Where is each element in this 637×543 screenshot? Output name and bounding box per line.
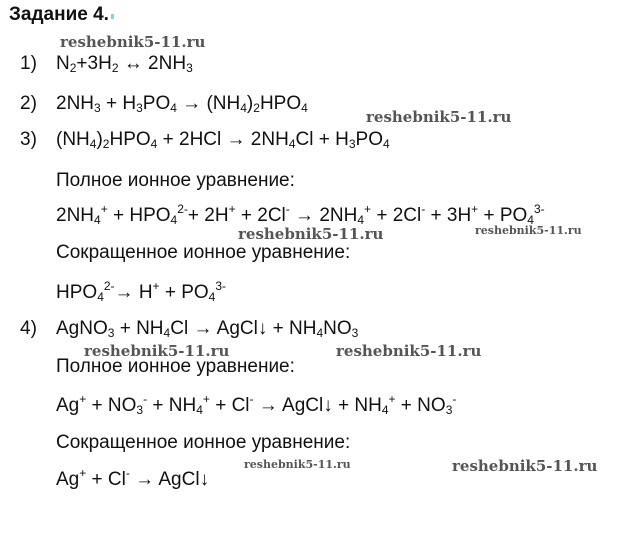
equation-sup: 2-	[103, 279, 115, 293]
equation-sub: 3	[351, 326, 359, 340]
equation-sub: 4	[163, 326, 171, 340]
equation-sup: 3-	[533, 202, 545, 216]
watermark: reshebnik5-11.ru	[366, 108, 512, 126]
equation-text: + NO	[395, 395, 446, 416]
equation-3-short-ionic	[56, 279, 227, 304]
equation-sub: 4	[196, 403, 203, 417]
equation-sub: 4	[89, 137, 97, 151]
equation-sup: 3-	[215, 279, 227, 293]
equation-text: Ag	[56, 395, 80, 416]
equation-4-short-ionic	[56, 466, 210, 490]
equation-sup: +	[364, 202, 372, 216]
equation-sup: +	[79, 466, 87, 480]
equation-sub: 4	[94, 213, 101, 227]
equation-sub: 2	[111, 61, 119, 75]
equation-sub: 4	[316, 326, 324, 340]
equation-sup: +	[202, 392, 210, 406]
equation-text: + 2Cl	[235, 205, 286, 226]
watermark: reshebnik5-11.ru	[336, 342, 482, 360]
equation-3	[56, 130, 390, 149]
equation-sup: +	[471, 202, 479, 216]
equation-text: PO	[355, 129, 383, 150]
equation-sub: 4	[288, 137, 296, 151]
short-ionic-label-4: Сокращенное ионное уравнение:	[56, 432, 351, 453]
watermark: reshebnik5-11.ru	[238, 225, 384, 243]
equation-text: AgNO	[56, 318, 108, 339]
equation-text: N	[56, 53, 70, 74]
equation-text: → 2NH	[289, 205, 358, 226]
equation-text: → AgCl↓ + NH	[253, 395, 382, 416]
item-number: 3)	[20, 129, 37, 150]
equation-sup: -	[452, 392, 457, 406]
equation-text: → (NH	[176, 93, 241, 114]
equation-text: + HPO	[107, 205, 171, 226]
full-ionic-label-4: Полное ионное уравнение:	[56, 356, 295, 377]
item-number: 1)	[20, 53, 37, 74]
equation-text: + 2Cl	[371, 205, 422, 226]
equation-text: + NH	[114, 318, 164, 339]
equation-sub: 3	[94, 101, 101, 115]
equation-sup: +	[152, 279, 160, 293]
short-ionic-label-3: Сокращенное ионное уравнение:	[56, 242, 351, 263]
item-number: 2)	[20, 93, 37, 114]
equation-sub: 4	[527, 213, 534, 227]
equation-sub: 3	[136, 403, 144, 417]
watermark: reshebnik5-11.ru	[244, 458, 351, 471]
equation-text: + H	[100, 93, 137, 114]
equation-text: Cl + H	[295, 129, 349, 150]
equation-sub: 4	[97, 290, 104, 304]
equation-sup: +	[228, 202, 236, 216]
equation-text: → H	[114, 282, 153, 303]
item-number: 4)	[20, 318, 37, 339]
equation-text: + Cl	[86, 469, 126, 490]
equation-4-full-ionic	[56, 392, 457, 417]
equation-text: (NH	[56, 129, 90, 150]
equation-sub: 3	[445, 403, 453, 417]
equation-4	[56, 319, 358, 338]
equation-text: 2NH	[56, 93, 95, 114]
equation-sub: 3	[186, 61, 193, 75]
equation-text: PO	[142, 93, 171, 114]
equation-text: ↔ 2NH	[118, 53, 187, 74]
equation-sup: -	[421, 202, 426, 216]
equation-sup: -	[285, 202, 290, 216]
equation-text: → AgCl↓	[129, 469, 210, 490]
equation-sub: 2	[102, 137, 110, 151]
equation-sup: -	[143, 392, 148, 406]
equation-1	[56, 54, 193, 73]
equation-sub: 3	[107, 326, 115, 340]
task-title	[9, 4, 114, 26]
equation-sub: 4	[170, 101, 177, 115]
equation-sub: 3	[348, 137, 356, 151]
equation-text: + NH	[147, 395, 197, 416]
equation-text: HPO	[109, 129, 151, 150]
equation-sub: 4	[381, 403, 389, 417]
equation-sub: 2	[253, 101, 260, 115]
equation-sub: 4	[301, 101, 308, 115]
equation-text: + 3H	[425, 205, 472, 226]
equation-sub: 4	[357, 213, 365, 227]
equation-sub: 4	[240, 101, 247, 115]
equation-text: + Cl	[209, 395, 250, 416]
equation-sub: 2	[69, 61, 77, 75]
equation-sup: +	[100, 202, 108, 216]
equation-text: + 2HCl → 2NH	[157, 129, 289, 150]
equation-text: HPO	[259, 93, 302, 114]
equation-sub: 4	[170, 213, 178, 227]
equation-2	[56, 94, 308, 113]
decorative-mark	[111, 14, 114, 19]
equation-text: + PO	[478, 205, 528, 226]
equation-text: +3H	[76, 53, 112, 74]
equation-sub: 4	[382, 137, 390, 151]
equation-text: )	[246, 93, 254, 114]
task-title-text: Задание 4.	[9, 4, 109, 25]
watermark: reshebnik5-11.ru	[475, 224, 582, 237]
equation-text: Ag	[56, 469, 80, 490]
equation-sup: -	[125, 466, 130, 480]
equation-sup: +	[388, 392, 396, 406]
equation-text: + NO	[86, 395, 137, 416]
equation-text: + PO	[159, 282, 209, 303]
equation-text: )	[96, 129, 103, 150]
full-ionic-label-3: Полное ионное уравнение:	[56, 170, 295, 191]
equation-sup: +	[79, 392, 87, 406]
equation-sub: 3	[136, 101, 143, 115]
watermark: reshebnik5-11.ru	[60, 33, 206, 51]
equation-sub: 4	[208, 290, 216, 304]
equation-sup: 2-	[177, 202, 188, 216]
equation-text: Cl → AgCl↓ + NH	[170, 318, 317, 339]
watermark: reshebnik5-11.ru	[84, 342, 230, 360]
watermark: reshebnik5-11.ru	[452, 457, 598, 475]
equation-sub: 4	[150, 137, 158, 151]
equation-text: 2NH	[56, 205, 95, 226]
equation-text: NO	[323, 318, 352, 339]
equation-sup: -	[249, 392, 254, 406]
equation-text: + 2H	[187, 205, 229, 226]
equation-text: HPO	[56, 282, 98, 303]
equation-3-full-ionic	[56, 202, 545, 227]
